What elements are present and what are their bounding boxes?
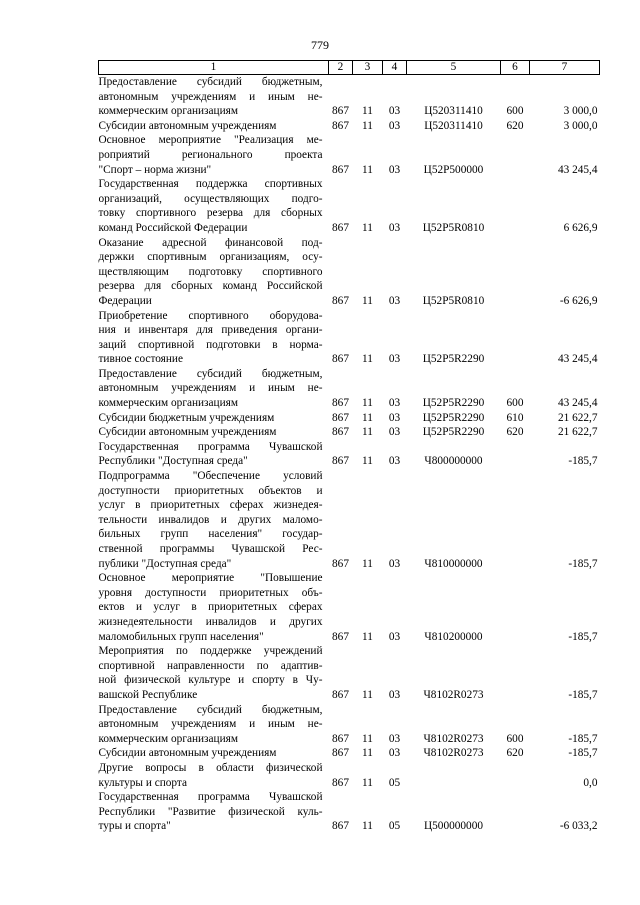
description-line: автономным учреждениям и иным не-: [98, 90, 323, 103]
row-description: [99, 746, 329, 761]
expense-type-code: [501, 440, 530, 469]
ministry-code: 867: [332, 426, 349, 439]
table-row: [99, 644, 600, 702]
table-row: [99, 367, 600, 411]
description-line: Предоставление субсидий бюджетным,: [98, 76, 323, 88]
description-line: жизнедеятельности инвалидов и других: [98, 615, 323, 628]
section-code: 11: [362, 747, 373, 760]
subsection-code: 03: [388, 353, 401, 366]
description-line: Подпрограмма "Обеспечение условий: [98, 470, 323, 483]
amount: 6 626,9: [563, 221, 598, 234]
row-description: [99, 177, 329, 235]
target-article-code: Ц52Р5R0810: [422, 221, 485, 234]
row-description: [99, 75, 329, 119]
description-line: коммерческим организациям: [98, 732, 238, 745]
section-code: 11: [362, 105, 373, 118]
description-line: Предоставление субсидий бюджетным,: [98, 367, 323, 380]
subsection-code: 05: [388, 820, 401, 833]
amount: -185,7: [568, 688, 598, 701]
ministry-code: 867: [332, 411, 349, 424]
description-line: коммерческим организациям: [98, 105, 238, 118]
description-line: Субсидии автономным учреждениям: [98, 747, 277, 760]
ministry-code: 867: [332, 776, 349, 789]
description-line: ной физической культуре и спорту в Чу-: [98, 674, 323, 687]
description-line: туры и спорта": [98, 820, 171, 833]
row-description: [99, 236, 329, 309]
ministry-code: 867: [332, 294, 349, 307]
expense-type-code: [501, 177, 530, 235]
row-description: [99, 440, 329, 469]
table-row: [99, 236, 600, 309]
subsection-code: 03: [388, 732, 401, 745]
ministry-code: 867: [332, 397, 349, 410]
amount: 0,0: [583, 776, 598, 789]
target-article-code: Ц520311410: [424, 105, 483, 118]
section-code: 11: [362, 557, 373, 570]
description-line: организаций, осуществляющих подго-: [98, 192, 323, 205]
description-line: команд Российской Федерации: [98, 221, 248, 234]
table-row: [99, 411, 600, 426]
subsection-code: 03: [388, 221, 401, 234]
table-row: [99, 571, 600, 644]
column-header: 6: [501, 61, 530, 75]
ministry-code: 867: [332, 353, 349, 366]
section-code: 11: [362, 353, 373, 366]
ministry-code: 867: [332, 820, 349, 833]
target-article-code: Ч8102R0273: [423, 688, 484, 701]
amount: 21 622,7: [557, 426, 598, 439]
ministry-code: 867: [332, 688, 349, 701]
target-article-code: Ч800000000: [424, 455, 483, 468]
column-header: 5: [407, 61, 501, 75]
target-article-code: Ц52Р5R0810: [422, 294, 485, 307]
description-line: Предоставление субсидий бюджетным,: [98, 703, 323, 716]
section-code: 11: [362, 119, 373, 132]
table-row: [99, 177, 600, 235]
description-line: маломобильных групп населения": [98, 630, 264, 643]
expense-type-code: [501, 309, 530, 367]
expense-type-code: [501, 790, 530, 834]
description-line: Основное мероприятие "Реализация ме-: [98, 134, 323, 147]
subsection-code: 03: [388, 105, 401, 118]
table-body: [99, 75, 600, 834]
subsection-code: 03: [388, 688, 401, 701]
row-description: [99, 133, 329, 177]
subsection-code: 03: [388, 630, 401, 643]
target-article-code: Ч8102R0273: [423, 732, 484, 745]
target-article-code: Ц520311410: [424, 119, 483, 132]
ministry-code: 867: [332, 105, 349, 118]
description-line: тельности инвалидов и других маломо-: [98, 513, 323, 526]
column-header: 2: [329, 61, 353, 75]
description-line: ния и инвентаря для приведения органи-: [98, 324, 323, 337]
description-line: резерва для сборных команд Российской: [98, 280, 323, 293]
description-line: ственной программы Чувашской Рес-: [98, 543, 323, 555]
budget-table: [98, 60, 600, 834]
table-row: [99, 425, 600, 440]
target-article-code: Ч810000000: [424, 557, 483, 570]
ministry-code: 867: [332, 221, 349, 234]
ministry-code: 867: [332, 557, 349, 570]
row-description: [99, 309, 329, 367]
expense-type-code: 620: [506, 119, 524, 132]
description-line: роприятий регионального проекта: [98, 148, 323, 161]
subsection-code: 03: [388, 119, 401, 132]
description-line: коммерческим организациям: [98, 397, 238, 410]
description-line: заций спортивной подготовки в норма-: [98, 338, 323, 351]
description-line: спортивной направленности по адаптив-: [98, 659, 323, 672]
ministry-code: 867: [332, 455, 349, 468]
description-line: вашской Республике: [98, 688, 198, 701]
row-description: [99, 469, 329, 571]
expense-type-code: [501, 761, 530, 790]
amount: 43 245,4: [557, 163, 598, 176]
subsection-code: 03: [388, 426, 401, 439]
description-line: публики "Доступная среда": [98, 557, 232, 570]
section-code: 11: [362, 820, 373, 833]
description-line: Оказание адресной финансовой под-: [98, 236, 323, 249]
amount: 43 245,4: [557, 353, 598, 366]
amount: 3 000,0: [563, 105, 598, 118]
description-line: ектов и услуг в приоритетных сферах: [98, 601, 323, 614]
description-line: Государственная программа Чувашской: [98, 791, 323, 804]
description-line: уровня доступности приоритетных объ-: [98, 586, 323, 599]
table-row: [99, 440, 600, 469]
expense-type-code: 620: [506, 426, 524, 439]
row-description: [99, 425, 329, 440]
row-description: [99, 644, 329, 702]
ministry-code: 867: [332, 163, 349, 176]
description-line: тивное состояние: [98, 353, 183, 366]
description-line: Государственная программа Чувашской: [98, 440, 323, 453]
description-line: держки спортивным организациям, осу-: [98, 251, 323, 264]
table-row: [99, 133, 600, 177]
description-line: Мероприятия по поддержке учреждений: [98, 645, 323, 658]
section-code: 11: [362, 732, 373, 745]
amount: -185,7: [568, 732, 598, 745]
subsection-code: 05: [388, 776, 401, 789]
table-row: [99, 746, 600, 761]
section-code: 11: [362, 426, 373, 439]
table-row: [99, 309, 600, 367]
target-article-code: [407, 761, 501, 790]
section-code: 11: [362, 455, 373, 468]
expense-type-code: [501, 644, 530, 702]
column-header: 4: [383, 61, 407, 75]
table-row: [99, 761, 600, 790]
row-description: [99, 411, 329, 426]
amount: -185,7: [568, 747, 598, 760]
section-code: 11: [362, 294, 373, 307]
target-article-code: Ц52Р5R2290: [422, 353, 485, 366]
row-description: [99, 790, 329, 834]
amount: -185,7: [568, 455, 598, 468]
description-line: Республики "Доступная среда": [98, 455, 248, 468]
subsection-code: 03: [388, 747, 401, 760]
ministry-code: 867: [332, 119, 349, 132]
table-row: [99, 469, 600, 571]
description-line: ществляющим подготовку спортивного: [98, 265, 323, 278]
expense-type-code: [501, 571, 530, 644]
description-line: культуры и спорта: [98, 776, 188, 789]
subsection-code: 03: [388, 557, 401, 570]
subsection-code: 03: [388, 163, 401, 176]
target-article-code: Ц52Р5R2290: [422, 411, 485, 424]
ministry-code: 867: [332, 747, 349, 760]
description-line: Субсидии автономным учреждениям: [98, 426, 277, 439]
column-header: 1: [99, 61, 329, 75]
expense-type-code: 600: [506, 397, 524, 410]
row-description: [99, 119, 329, 134]
amount: 3 000,0: [563, 119, 598, 132]
row-description: [99, 571, 329, 644]
section-code: 11: [362, 411, 373, 424]
description-line: Федерации: [98, 294, 152, 307]
description-line: Приобретение спортивного оборудова-: [98, 309, 323, 322]
subsection-code: 03: [388, 294, 401, 307]
table-row: [99, 119, 600, 134]
expense-type-code: [501, 469, 530, 571]
description-line: товку спортивного резерва для сборных: [98, 207, 323, 220]
target-article-code: Ч8102R0273: [423, 747, 484, 760]
description-line: Государственная поддержка спортивных: [98, 178, 323, 191]
column-header: 3: [353, 61, 383, 75]
ministry-code: 867: [332, 732, 349, 745]
amount: 21 622,7: [557, 411, 598, 424]
target-article-code: Ц52Р5R2290: [422, 426, 485, 439]
table-row: [99, 790, 600, 834]
description-line: Субсидии автономным учреждениям: [98, 119, 277, 132]
expense-type-code: [501, 236, 530, 309]
expense-type-code: [501, 133, 530, 177]
description-line: бильных групп населения" государ-: [98, 528, 323, 541]
row-description: [99, 761, 329, 790]
amount: -185,7: [568, 630, 598, 643]
amount: -6 626,9: [559, 294, 598, 307]
subsection-code: 03: [388, 397, 401, 410]
section-code: 11: [362, 630, 373, 643]
description-line: доступности приоритетных объектов и: [98, 484, 323, 497]
amount: 43 245,4: [557, 397, 598, 410]
expense-type-code: 620: [506, 747, 524, 760]
subsection-code: 03: [388, 411, 401, 424]
description-line: Основное мероприятие "Повышение: [98, 572, 323, 585]
description-line: Другие вопросы в области физической: [98, 761, 323, 774]
amount: -6 033,2: [559, 820, 598, 833]
subsection-code: 03: [388, 455, 401, 468]
target-article-code: Ч810200000: [424, 630, 483, 643]
column-header: 7: [530, 61, 600, 75]
description-line: автономным учреждениям и иным не-: [98, 718, 323, 731]
expense-type-code: 600: [506, 105, 524, 118]
row-description: [99, 703, 329, 747]
section-code: 11: [362, 397, 373, 410]
description-line: Республики "Развитие физической куль-: [98, 805, 323, 818]
target-article-code: Ц52Р500000: [423, 163, 484, 176]
amount: -185,7: [568, 557, 598, 570]
expense-type-code: 600: [506, 732, 524, 745]
page-number: 779: [311, 38, 329, 52]
section-code: 11: [362, 221, 373, 234]
target-article-code: Ц52Р5R2290: [422, 397, 485, 410]
table-row: [99, 703, 600, 747]
description-line: автономным учреждениям и иным не-: [98, 382, 323, 395]
table-row: [99, 75, 600, 119]
section-code: 11: [362, 688, 373, 701]
description-line: "Спорт – норма жизни": [98, 163, 212, 176]
description-line: Субсидии бюджетным учреждениям: [98, 411, 275, 424]
row-description: [99, 367, 329, 411]
table-header-row: [99, 61, 600, 75]
section-code: 11: [362, 163, 373, 176]
section-code: 11: [362, 776, 373, 789]
description-line: услуг в приоритетных сферах жизнедея-: [98, 499, 323, 512]
target-article-code: Ц500000000: [424, 820, 483, 833]
expense-type-code: 610: [506, 411, 524, 424]
ministry-code: 867: [332, 630, 349, 643]
